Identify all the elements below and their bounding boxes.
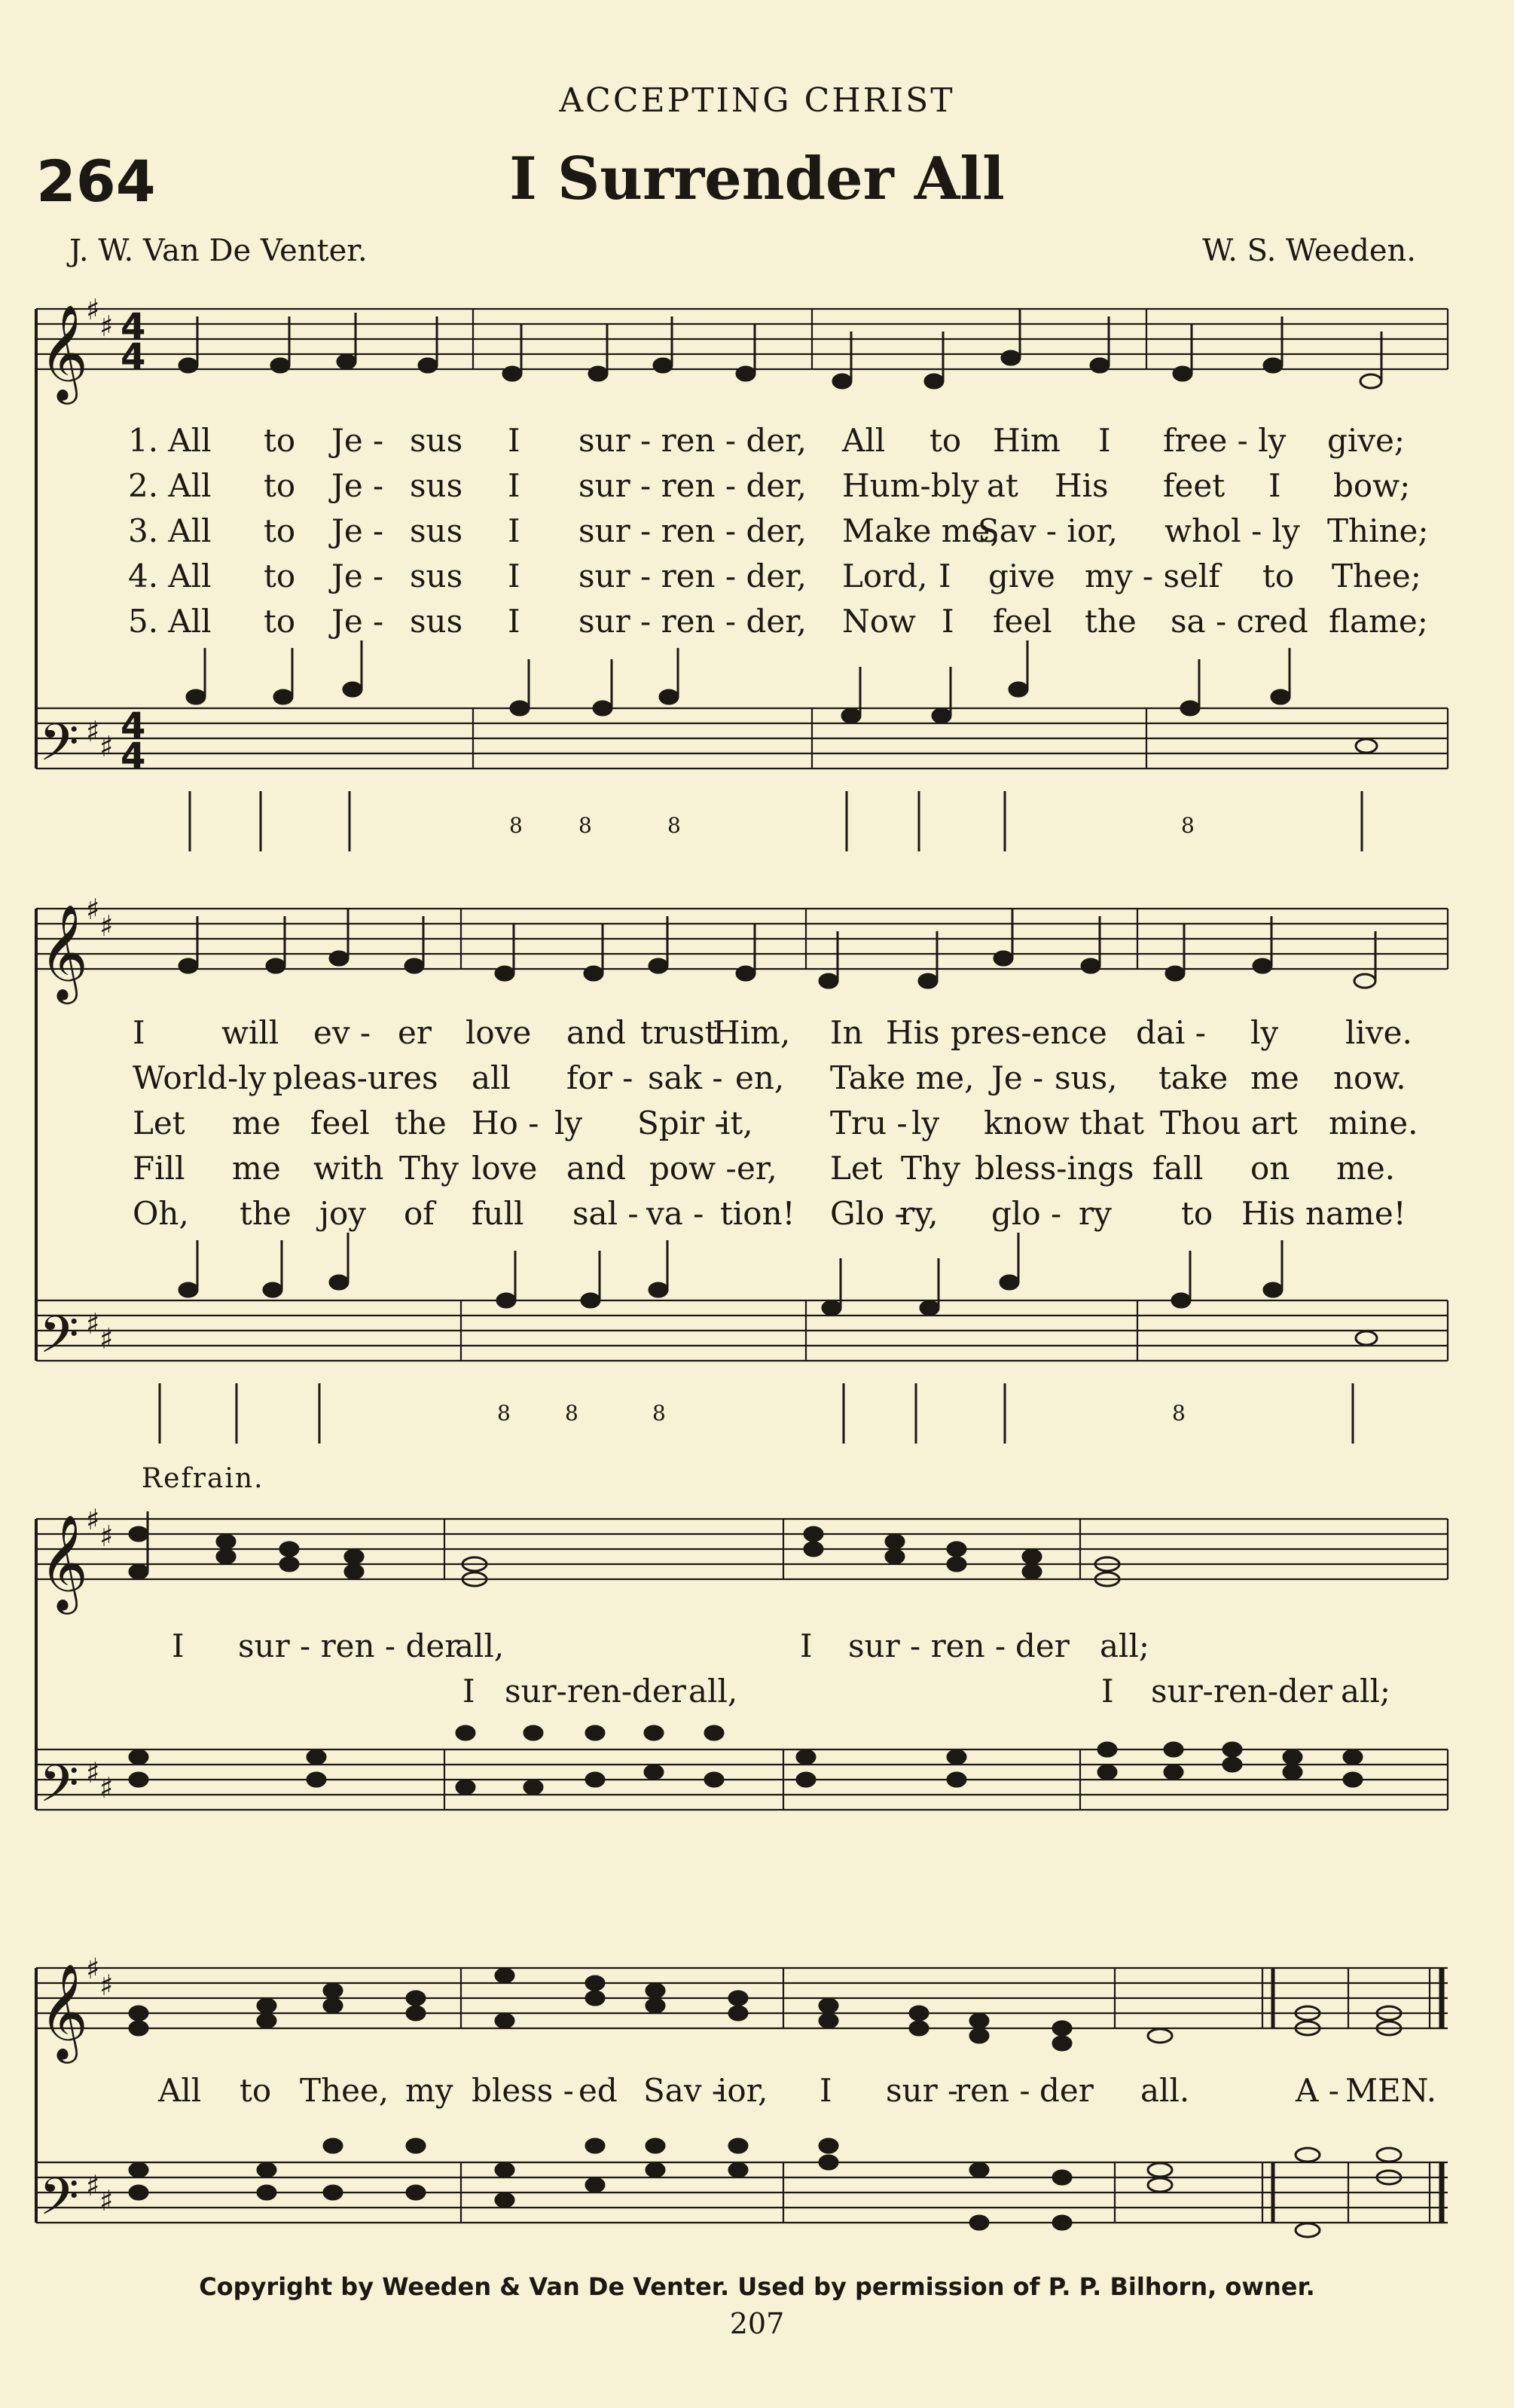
- lyric-syllable: pow -: [649, 1150, 737, 1187]
- lyric-syllable: All: [842, 422, 886, 459]
- lyric-syllable: Make me,: [842, 512, 1000, 549]
- lyric-syllable: I: [508, 467, 520, 504]
- lyric-syllable: Him,: [713, 1014, 791, 1051]
- copyright-notice: Copyright by Weeden & Van De Venter. Used by permission of P. P. Bilhorn, owner.: [199, 2272, 1315, 2301]
- lyric-syllable: Thine;: [1327, 512, 1429, 549]
- lyric-syllable: give: [988, 558, 1055, 594]
- svg-text:8: 8: [1172, 1401, 1186, 1426]
- lyric-syllable: will: [221, 1014, 279, 1051]
- verse-1-line-1: [0, 422, 1514, 460]
- lyric-syllable: pres-ence: [951, 1014, 1107, 1051]
- lyric-syllable: I: [942, 603, 954, 640]
- svg-text:♯: ♯: [99, 1322, 114, 1355]
- lyric-syllable: sa - cred: [1171, 603, 1308, 640]
- lyric-syllable: His name!: [1241, 1195, 1406, 1232]
- lyric-syllable: all.: [1140, 2072, 1190, 2109]
- svg-text:8: 8: [667, 813, 681, 838]
- svg-text:♯: ♯: [99, 1520, 114, 1553]
- lyric-syllable: Oh,: [133, 1195, 189, 1232]
- lyric-syllable: to: [1262, 558, 1295, 594]
- svg-text:4: 4: [121, 336, 146, 378]
- svg-text:♯: ♯: [99, 730, 114, 763]
- lyric-syllable: whol - ly: [1164, 512, 1300, 549]
- svg-text:𝄢: 𝄢: [39, 1306, 79, 1377]
- lyric-syllable: Take me,: [830, 1059, 975, 1096]
- lyric-syllable: to: [1181, 1195, 1213, 1232]
- lyric-syllable: A -: [1296, 2072, 1339, 2109]
- svg-text:♯: ♯: [86, 1756, 100, 1789]
- lyric-syllable: I: [508, 558, 520, 594]
- lyric-syllable: va -: [646, 1195, 704, 1232]
- lyric-syllable: Sav -: [643, 2072, 723, 2109]
- verse-3-line-1: [0, 512, 1514, 550]
- lyric-syllable: and: [566, 1150, 626, 1187]
- hymn-title: I Surrender All: [509, 145, 1005, 213]
- lyric-syllable: er: [398, 1014, 432, 1051]
- lyric-syllable: sus: [410, 467, 463, 504]
- lyric-syllable: give;: [1327, 422, 1406, 459]
- verse-1-line-2: [0, 1014, 1514, 1052]
- lyric-syllable: I: [508, 512, 520, 549]
- lyric-syllable: Thee,: [300, 2072, 389, 2109]
- lyric-syllable: now.: [1333, 1059, 1406, 1096]
- lyric-syllable: sur -: [886, 2072, 959, 2109]
- lyric-syllable: Lord,: [842, 558, 928, 594]
- lyric-syllable: bless-ings: [975, 1150, 1134, 1187]
- lyric-syllable: ev -: [313, 1014, 371, 1051]
- svg-text:♯: ♯: [99, 1771, 114, 1804]
- lyric-syllable: to: [264, 467, 296, 504]
- lyric-syllable: sur - ren - der,: [578, 603, 807, 640]
- lyric-syllable: Thy: [901, 1150, 960, 1187]
- lyric-syllable: Je -: [331, 558, 384, 594]
- lyric-syllable: bow;: [1333, 467, 1411, 504]
- lyric-syllable: trust: [640, 1014, 718, 1051]
- lyric-syllable: Je -: [331, 422, 384, 459]
- lyric-syllable: to: [929, 422, 962, 459]
- lyric-syllable: feel: [993, 603, 1052, 640]
- lyric-syllable: flame;: [1329, 603, 1428, 640]
- svg-text:♯: ♯: [99, 2184, 114, 2217]
- lyric-syllable: my: [405, 2072, 453, 2109]
- lyric-syllable: sal -: [572, 1195, 639, 1232]
- lyric-syllable: All: [158, 2072, 202, 2109]
- lyric-syllable: Hum-bly: [842, 467, 979, 504]
- lyric-syllable: sur - ren - der: [238, 1627, 460, 1664]
- lyric-syllable: sur - ren - der,: [578, 467, 807, 504]
- svg-text:8: 8: [497, 1401, 511, 1426]
- lyric-syllable: der: [1015, 1627, 1070, 1664]
- lyric-syllable: Thee;: [1332, 558, 1421, 594]
- lyric-syllable: Je -: [331, 512, 384, 549]
- lyric-syllable: me: [232, 1150, 281, 1187]
- lyric-syllable: Let: [133, 1105, 185, 1141]
- lyric-syllable: pleas-ures: [273, 1059, 438, 1096]
- svg-text:𝄢: 𝄢: [39, 2168, 79, 2239]
- lyric-syllable: joy: [319, 1195, 367, 1232]
- lyric-syllable: all;: [1100, 1627, 1150, 1664]
- bass-figure: 8: [509, 813, 523, 838]
- lyric-syllable: en,: [735, 1059, 785, 1096]
- lyric-syllable: sus: [410, 422, 463, 459]
- lyric-syllable: Je -: [331, 467, 384, 504]
- time-sig-top: 4: [121, 306, 146, 348]
- lyric-syllable: all,: [455, 1627, 505, 1664]
- lyric-syllable: I: [508, 603, 520, 640]
- lyric-syllable: sus: [410, 558, 463, 594]
- lyric-syllable: ly: [1250, 1014, 1279, 1051]
- lyric-syllable: MEN.: [1345, 2072, 1437, 2109]
- verse-2-line-2: [0, 1059, 1514, 1097]
- lyric-syllable: of: [404, 1195, 435, 1232]
- svg-text:♯: ♯: [99, 909, 114, 943]
- verse-3-line-2: [0, 1105, 1514, 1142]
- lyric-syllable: all: [472, 1059, 511, 1096]
- verse-2-line-1: [0, 467, 1514, 505]
- lyric-syllable: sur - ren - der,: [578, 558, 807, 594]
- lyric-syllable: ed: [578, 2072, 618, 2109]
- lyric-syllable: bless -: [472, 2072, 574, 2109]
- svg-text:𝄞: 𝄞: [39, 903, 89, 1000]
- lyric-syllable: Je -: [331, 603, 384, 640]
- lyric-syllable: sur - ren -: [848, 1627, 1006, 1664]
- lyric-syllable: I: [172, 1627, 185, 1664]
- svg-text:♯: ♯: [99, 1969, 114, 2002]
- svg-text:4: 4: [121, 735, 146, 778]
- lyric-syllable: full: [472, 1195, 524, 1232]
- closing-lyrics: [0, 2072, 1514, 2110]
- lyric-syllable: 2. All: [128, 467, 212, 504]
- svg-text:𝄞: 𝄞: [39, 1963, 89, 2059]
- lyric-syllable: Je -: [991, 1059, 1044, 1096]
- lyric-syllable: His: [1055, 467, 1109, 504]
- lyric-syllable: sur - ren - der,: [578, 422, 807, 459]
- lyric-syllable: sus,: [1055, 1059, 1118, 1096]
- svg-text:♯: ♯: [86, 1952, 100, 1985]
- refrain-label: Refrain.: [142, 1463, 264, 1494]
- svg-text:𝄞: 𝄞: [39, 304, 89, 400]
- lyric-syllable: I: [1098, 422, 1111, 459]
- lyric-syllable: the: [395, 1105, 447, 1141]
- svg-text:♯: ♯: [86, 893, 100, 926]
- lyric-syllable: sak -: [648, 1059, 723, 1096]
- verse-4-line-2: [0, 1150, 1514, 1187]
- lyric-syllable: ior,: [717, 2072, 768, 2109]
- lyric-syllable: der: [1039, 2072, 1094, 2109]
- section-heading: ACCEPTING CHRIST: [559, 81, 955, 120]
- lyric-syllable: live.: [1345, 1014, 1412, 1051]
- svg-text:♯: ♯: [86, 1503, 100, 1536]
- lyric-syllable: feel: [310, 1105, 370, 1141]
- svg-text:8: 8: [578, 813, 592, 838]
- lyric-syllable: sur - ren - der,: [578, 512, 807, 549]
- lyric-syllable: love: [472, 1150, 538, 1187]
- svg-text:8: 8: [1181, 813, 1195, 838]
- lyric-syllable: Spir -: [637, 1105, 725, 1141]
- lyric-syllable: me: [1250, 1059, 1299, 1096]
- lyric-syllable: for -: [566, 1059, 633, 1096]
- svg-text:8: 8: [565, 1401, 578, 1426]
- lyric-syllable: to: [240, 2072, 272, 2109]
- lyric-syllable: all,: [688, 1673, 738, 1710]
- lyric-syllable: Thou art: [1160, 1105, 1298, 1141]
- lyric-syllable: 1. All: [128, 422, 212, 459]
- svg-text:♯: ♯: [86, 2169, 100, 2202]
- lyric-syllable: my - self: [1085, 558, 1220, 594]
- lyric-syllable: to: [264, 558, 296, 594]
- lyric-syllable: it,: [720, 1105, 753, 1141]
- lyric-syllable: I: [1268, 467, 1281, 504]
- lyric-syllable: to: [264, 512, 296, 549]
- lyric-syllable: ry,: [899, 1195, 939, 1232]
- lyric-syllable: Now: [842, 603, 916, 640]
- verse-4-line-1: [0, 558, 1514, 595]
- lyric-syllable: ly: [554, 1105, 583, 1141]
- lyric-syllable: love: [465, 1014, 532, 1051]
- refrain-lyrics-line-1: [0, 1627, 1514, 1665]
- lyric-syllable: Sav - ior,: [978, 512, 1118, 549]
- lyric-syllable: me: [232, 1105, 281, 1141]
- svg-text:𝄢: 𝄢: [39, 1755, 79, 1826]
- lyric-syllable: I: [1101, 1673, 1114, 1710]
- svg-text:4: 4: [121, 705, 146, 747]
- lyric-syllable: feet: [1163, 467, 1226, 504]
- svg-text:𝄢: 𝄢: [39, 714, 79, 785]
- lyric-syllable: In: [830, 1014, 863, 1051]
- lyric-syllable: I: [462, 1673, 475, 1710]
- lyric-syllable: er,: [737, 1150, 777, 1187]
- svg-text:♯: ♯: [99, 310, 114, 343]
- lyric-syllable: all;: [1341, 1673, 1391, 1710]
- lyric-syllable: Glo -: [830, 1195, 905, 1232]
- lyric-syllable: sur-ren-der: [1151, 1673, 1332, 1710]
- lyric-syllable: His: [886, 1014, 940, 1051]
- lyricist-credit: J. W. Van De Venter.: [69, 234, 368, 268]
- lyric-syllable: me.: [1336, 1150, 1396, 1187]
- svg-text:♯: ♯: [86, 1307, 100, 1340]
- verse-5-line-1: [0, 603, 1514, 640]
- composer-credit: W. S. Weeden.: [1202, 234, 1416, 268]
- svg-text:♯: ♯: [86, 715, 100, 748]
- lyric-syllable: sur-ren-der: [505, 1673, 686, 1710]
- lyric-syllable: take: [1158, 1059, 1229, 1096]
- lyric-syllable: I: [820, 2072, 832, 2109]
- lyric-syllable: Fill: [133, 1150, 185, 1187]
- lyric-syllable: glo -: [991, 1195, 1062, 1232]
- lyric-syllable: I: [800, 1627, 813, 1664]
- lyric-syllable: Him: [993, 422, 1061, 459]
- lyric-syllable: ry: [1079, 1195, 1112, 1232]
- lyric-syllable: Thy: [399, 1150, 459, 1187]
- lyric-syllable: 4. All: [128, 558, 212, 594]
- lyric-syllable: Tru -: [830, 1105, 908, 1141]
- lyric-syllable: 5. All: [128, 603, 212, 640]
- svg-text:♯: ♯: [86, 293, 100, 326]
- lyric-syllable: fall: [1152, 1150, 1204, 1187]
- lyric-syllable: sus: [410, 603, 463, 640]
- svg-text:𝄞: 𝄞: [39, 1514, 89, 1610]
- lyric-syllable: at: [987, 467, 1018, 504]
- lyric-syllable: sus: [410, 512, 463, 549]
- lyric-syllable: tion!: [720, 1195, 795, 1232]
- lyric-syllable: World-ly: [133, 1059, 267, 1096]
- hymn-number: 264: [36, 148, 156, 215]
- lyric-syllable: I: [508, 422, 520, 459]
- lyric-syllable: I: [939, 558, 951, 594]
- lyric-syllable: dai -: [1136, 1014, 1206, 1051]
- lyric-syllable: to: [264, 603, 296, 640]
- lyric-syllable: ly: [911, 1105, 940, 1141]
- lyric-syllable: mine.: [1329, 1105, 1418, 1141]
- lyric-syllable: 3. All: [128, 512, 212, 549]
- lyric-syllable: Let: [830, 1150, 883, 1187]
- refrain-lyrics-line-2: [0, 1673, 1514, 1710]
- lyric-syllable: and: [566, 1014, 626, 1051]
- lyric-syllable: I: [133, 1014, 145, 1051]
- lyric-syllable: the: [240, 1195, 292, 1232]
- lyric-syllable: ren -: [955, 2072, 1030, 2109]
- page-number: 207: [729, 2307, 785, 2340]
- verse-5-line-2: [0, 1195, 1514, 1233]
- lyric-syllable: with: [313, 1150, 384, 1187]
- lyric-syllable: know that: [984, 1105, 1144, 1141]
- lyric-syllable: on: [1250, 1150, 1290, 1187]
- svg-text:8: 8: [652, 1401, 666, 1426]
- lyric-syllable: free - ly: [1163, 422, 1287, 459]
- lyric-syllable: Ho -: [472, 1105, 539, 1141]
- lyric-syllable: the: [1085, 603, 1137, 640]
- lyric-syllable: to: [264, 422, 296, 459]
